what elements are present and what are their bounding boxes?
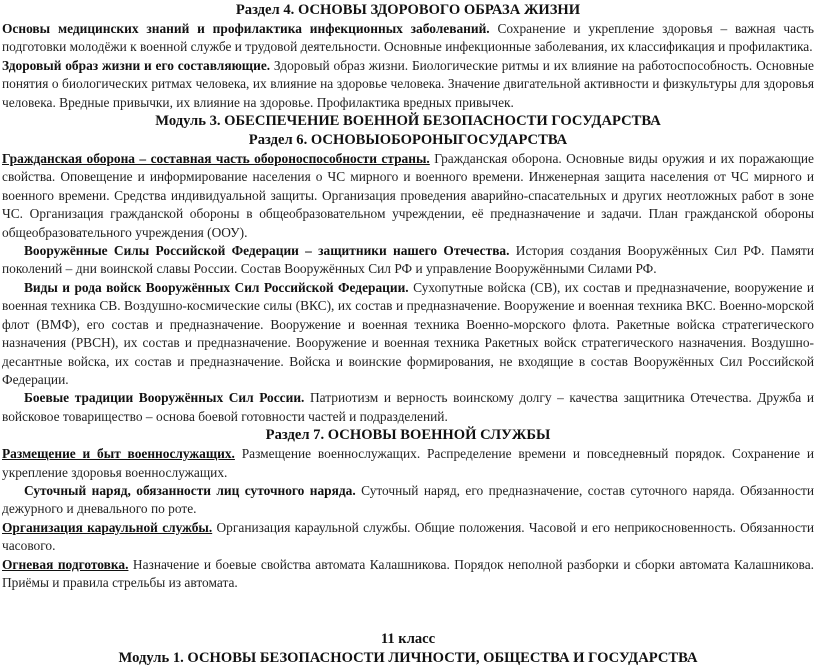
paragraph-text: Здоровый образ жизни. Биологические ритмы и их влияние на работоспособность. Основные понятия о биологических ритмах человека, их влияние на здоровье человека. Значение двигательной активности и физкультуры для здоровья человека. Вредные привычки, их влияние на здоровье. Профилактика вредных привычек. — [2, 57, 814, 110]
paragraph-lead: Виды и рода войск Вооружённых Сил Российской Федерации. — [24, 279, 409, 295]
paragraph-lead: Суточный наряд, обязанности лиц суточного наряда. — [24, 482, 356, 498]
paragraph-daily-duty — [2, 482, 814, 519]
paragraph-force-types — [2, 279, 814, 389]
paragraph-lead: Боевые традиции Вооружённых Сил России. — [24, 390, 305, 406]
paragraph-lead: Здоровый образ жизни и его составляющие. — [2, 57, 271, 73]
module-3-heading: Модуль 3. ОБЕСПЕЧЕНИЕ ВОЕННОЙ БЕЗОПАСНОСТИ ГОСУДАРСТВА — [155, 113, 661, 130]
paragraph-lead: Гражданская оборона – составная часть обороноспособности страны. — [2, 151, 430, 167]
paragraph-text: Гражданская оборона. Основные виды оружия и их поражающие свойства. Оповещение и информирование населения о ЧС мирного и военного времени. Инженерная защита населения от ЧС мирного и военного времени. Средства индивидуальной защиты. Организация проведения аварийно-спасательных и других неотложных работ в зоне ЧС. Организация гражданской обороны в общеобразовательном учреждении, её предназначение и задачи. План гражданской обороны общеобразовательного учреждения (ООУ). — [2, 151, 814, 240]
paragraph-text: Суточный наряд, его предназначение, состав суточного наряда. Обязанности дежурного и дневального по роте. — [2, 482, 814, 517]
paragraph-text: Сохранение и укрепление здоровья – важная часть подготовки молодёжи к военной службе и трудовой деятельности. Основные инфекционные заболевания, их классификация и профилактика. — [2, 21, 814, 55]
paragraph-combat-traditions — [2, 389, 814, 426]
paragraph-medical-knowledge — [2, 20, 814, 57]
paragraph-civil-defense — [2, 150, 814, 242]
paragraph-lead: Основы медицинских знаний и профилактика инфекционных заболеваний. — [2, 21, 490, 36]
paragraph-armed-forces — [2, 242, 814, 279]
grade-11-heading: 11 класс — [380, 631, 436, 648]
paragraph-text: История создания Вооружённых Сил РФ. Памяти поколений – дни воинской славы России. Состав Вооружённых Сил РФ и управление Вооружёнными Силами РФ. — [2, 243, 815, 277]
paragraph-lead: Огневая подготовка. — [2, 556, 129, 572]
paragraph-text: Сухопутные войска (СВ), их состав и предназначение, вооружение и военная техника СВ. Воздушно-космические силы (ВКС), их состав и предназначение. Вооружение и военная техника ВКС. Военно-морской флот (ВМФ), его состав и предназначение. Вооружение и военная техника Военно-морского флота. Ракетные войска стратегического назначения (РВСН), их состав и предназначение. Вооружение и военная техника Ракетных войск стратегического назначения. Воздушно-десантные войска, их состав и предназначение. Войска и воинские формирования, не входящие в состав Вооружённых Сил Российской Федерации. — [2, 279, 814, 387]
paragraph-lead: Вооружённые Силы Российской Федерации – защитники нашего Отечества. — [24, 243, 510, 259]
paragraph-text: Организация караульной службы. Общие положения. Часовой и его неприкосновенность. Обязанности часового. — [2, 519, 814, 554]
section-4-heading: Раздел 4. ОСНОВЫ ЗДОРОВОГО ОБРАЗА ЖИЗНИ — [235, 2, 581, 18]
paragraph-fire-training — [2, 556, 814, 593]
module-1-heading: Модуль 1. ОСНОВЫ БЕЗОПАСНОСТИ ЛИЧНОСТИ, ОБЩЕСТВА И ГОСУДАРСТВА — [118, 650, 698, 667]
paragraph-text: Патриотизм и верность воинскому долгу – качества защитника Отечества. Дружба и войсковое товарищество – основа боевой готовности частей и подразделений. — [2, 390, 814, 424]
paragraph-guard-service — [2, 519, 814, 556]
section-7-heading: Раздел 7. ОСНОВЫ ВОЕННОЙ СЛУЖБЫ — [265, 427, 551, 444]
paragraph-lead: Размещение и быт военнослужащих. — [2, 446, 235, 462]
spacer — [2, 592, 814, 630]
paragraph-accommodation — [2, 445, 814, 482]
paragraph-text: Назначение и боевые свойства автомата Калашникова. Порядок неполной разборки и сборки автомата Калашникова. Приёмы и правила стрельбы из автомата. — [2, 556, 814, 590]
paragraph-lead: Организация караульной службы. — [2, 519, 213, 535]
section-6-heading: Раздел 6. ОСНОВЫОБОРОНЫГОСУДАРСТВА — [248, 132, 568, 149]
paragraph-healthy-lifestyle — [2, 57, 814, 112]
paragraph-text: Размещение военнослужащих. Распределение времени и повседневный порядок. Сохранение и укрепление здоровья военнослужащих. — [2, 446, 814, 480]
